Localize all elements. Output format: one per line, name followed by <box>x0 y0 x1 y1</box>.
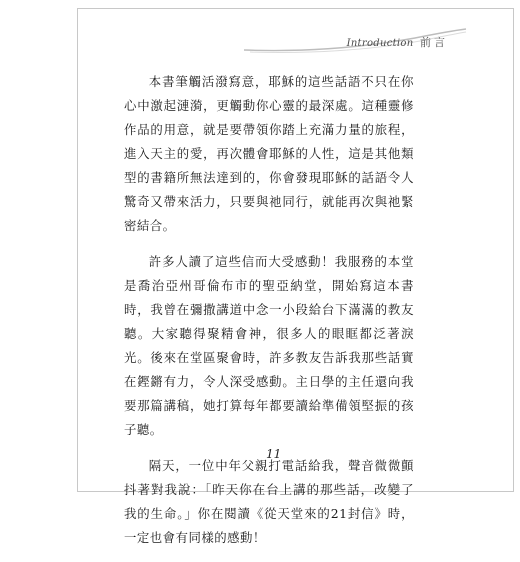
paragraph-1: 本書筆觸活潑寫意，耶穌的這些話語不只在你心中激起漣漪，更觸動你心靈的最深處。這種靈修作品的用意，就是要帶領你踏上充滿力量的旅程，進入天主的愛，再次體會耶穌的人性，這是其他類型的書籍所無法達到的，你會發現耶穌的話語令人驚奇又帶來活力，只要與祂同行，就能再次與祂緊密結合。 <box>124 74 414 233</box>
paragraph-3: 隔天，一位中年父親打電話給我，聲音微微顫抖著對我說：「昨天你在台上講的那些話，改變了我的生命。」你在閱讀《從天堂來的21封信》時，一定也會有同樣的感動！ <box>124 458 414 545</box>
paragraph-2: 許多人讀了這些信而大受感動！我服務的本堂是喬治亞州哥倫布市的聖亞納堂，開始寫這本書時，我曾在彌撒講道中念一小段給台下滿滿的教友聽。大家聽得聚精會神，很多人的眼眶都泛著淚光。後來在堂區聚會時，許多教友告訴我那些話實在鏗鏘有力，令人深受感動。主日學的主任還向我要那篇講稿，她打算每年都要讀給準備領堅振的孩子聽。 <box>124 254 414 437</box>
body-text <box>124 70 414 562</box>
header-section-en: Introduction <box>346 38 414 49</box>
header-text <box>347 34 448 50</box>
running-header <box>240 26 470 62</box>
header-section-zh: 前言 <box>420 36 448 49</box>
page-number: 11 <box>266 447 282 461</box>
